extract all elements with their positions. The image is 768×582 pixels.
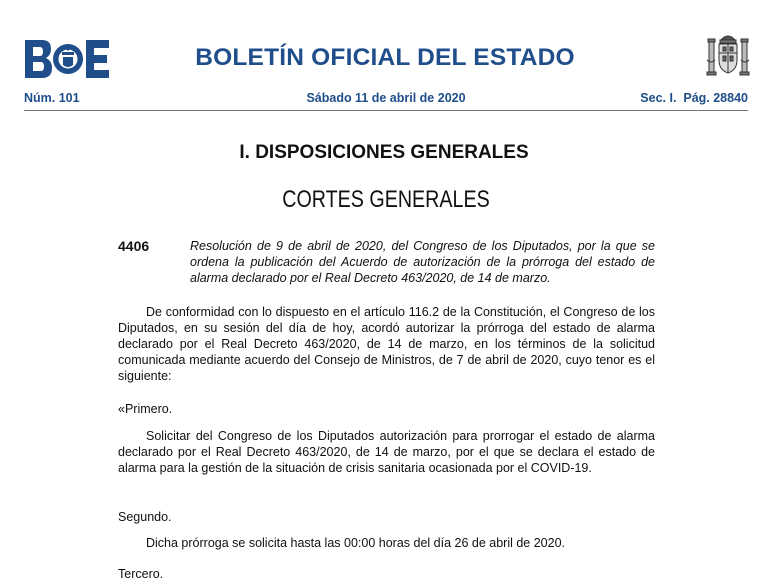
paragraph-intro: De conformidad con lo dispuesto en el artículo 116.2 de la Constitución, el Congreso de los Diputados, en su sesión del día de hoy, acordó autorizar la prórroga del estado de alarma declarado por el Real Decreto 463/2020, de 14 de marzo, en los términos de la solicitud comunicada mediante acuerdo del Consejo de Ministros, de 7 de abril de 2020, cuyo tenor es el siguiente:	[118, 305, 655, 383]
paragraph-tercero-heading: Tercero.	[118, 567, 164, 581]
organization-heading: CORTES GENERALES	[282, 186, 490, 213]
issue-info-bar	[24, 91, 748, 109]
document-reference-number: 4406	[118, 238, 150, 254]
paragraph-segundo-heading: Segundo.	[118, 510, 172, 524]
issue-date: Sábado 11 de abril de 2020	[306, 91, 466, 105]
header-divider	[24, 110, 748, 111]
issue-number: Núm. 101	[24, 91, 80, 105]
paragraph-segundo-body: Dicha prórroga se solicita hasta las 00:00 horas del día 26 de abril de 2020.	[146, 536, 566, 550]
document-summary: Resolución de 9 de abril de 2020, del Congreso de los Diputados, por la que se ordena la publicación del Acuerdo de autorización de la prórroga del estado de alarma declarado por el Real Decreto 463/2020, de 14 de marzo.	[190, 239, 655, 285]
gazette-title: BOLETÍN OFICIAL DEL ESTADO	[195, 44, 575, 71]
paragraph-primero-heading: «Primero.	[118, 402, 173, 416]
section-heading: I. DISPOSICIONES GENERALES	[239, 142, 529, 163]
paragraph-primero-body: Solicitar del Congreso de los Diputados autorización para prorrogar el estado de alarma declarado por el Real Decreto 463/2020, de 14 de marzo, por el que se declara el estado de alarma para la gestión de la situación de crisis sanitaria ocasionada por el COVID-19.	[118, 429, 655, 475]
boe-logo	[24, 38, 110, 80]
spain-coat-of-arms-icon	[705, 30, 751, 80]
section-page: Sec. I. Pág. 28840	[640, 91, 748, 105]
